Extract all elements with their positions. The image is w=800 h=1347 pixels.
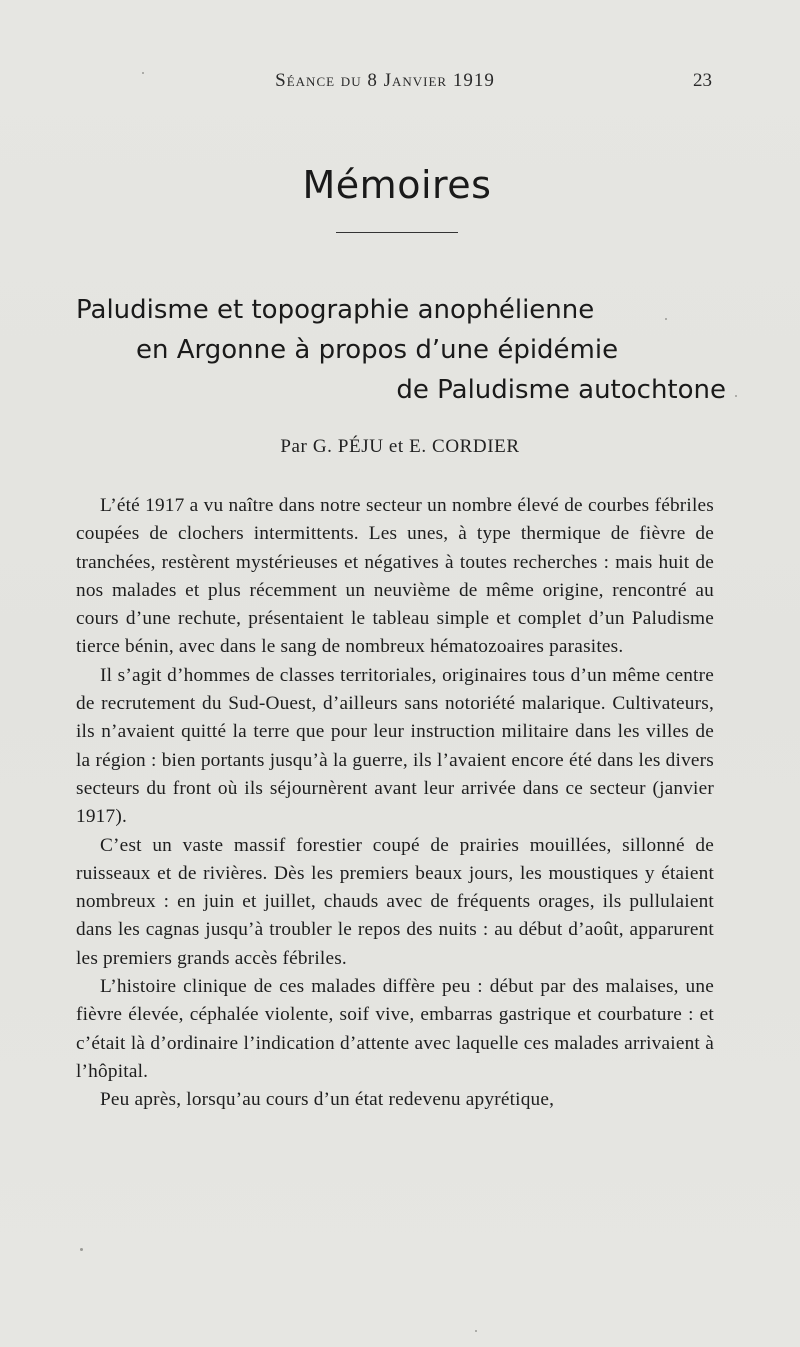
- section-title: Mémoires: [302, 163, 492, 207]
- running-header: [0, 70, 800, 100]
- paper-speck: [142, 72, 144, 74]
- paragraph-5: Peu après, lorsqu’au cours d’un état redevenu apyrétique,: [100, 1089, 555, 1111]
- article-title-line-1: Paludisme et topographie anophélienne: [76, 295, 595, 325]
- byline: Par G. PÉJU et E. CORDIER: [280, 436, 520, 457]
- article-title-line-2: en Argonne à propos d’une épidémie: [136, 335, 619, 365]
- paper-speck: [80, 1248, 83, 1251]
- article-title: [76, 290, 726, 410]
- paper-speck: [665, 318, 667, 320]
- paragraph-2: Il s’agit d’hommes de classes territoriales, originaires tous d’un même centre de recrutement du Sud-Ouest, d’ailleurs sans notoriété malarique. Cultivateurs, ils n’avaient quitté la terre que pour leur instruction militaire dans les villes de la région : bien portants jusqu’à la guerre, ils l’avaient encore été dans les divers secteurs du front où ils séjournèrent avant leur arrivée dans ce secteur (janvier 1917).: [76, 664, 714, 828]
- paragraph-4: L’histoire clinique de ces malades diffère peu : début par des malaises, une fièvre élevée, céphalée violente, soif vive, embarras gastrique et courbature : et c’était là d’ordinaire l’indication d’attente avec laquelle ces malades arrivaient à l’hôpital.: [76, 976, 714, 1082]
- paper-speck: [735, 395, 737, 397]
- paragraph-1: L’été 1917 a vu naître dans notre secteur un nombre élevé de courbes fébriles coupées de clochers intermittents. Les unes, à type thermique de fièvre de tranchées, restèrent mystérieuses et négatives à toutes recherches : mais huit de nos malades et plus récemment un neuvième de même origine, rencontré au cours d’une rechute, présentaient le tableau simple et complet d’un Paludisme tierce bénin, avec dans le sang de nombreux hématozoaires parasites.: [76, 495, 714, 658]
- title-rule: [336, 232, 458, 233]
- page-number: 23: [693, 70, 712, 91]
- running-title: Séance du 8 Janvier 1919: [275, 70, 495, 91]
- paper-speck: [475, 1330, 477, 1332]
- article-body: [76, 492, 714, 1115]
- paragraph-3: C’est un vaste massif forestier coupé de prairies mouillées, sillonné de ruisseaux et de rivières. Dès les premiers beaux jours, les moustiques y étaient nombreux : en juin et juillet, chauds avec de fréquents orages, ils pullulaient dans les cagnas jusqu’à troubler le repos des nuits : au début d’août, apparurent les premiers grands accès fébriles.: [76, 834, 714, 969]
- article-title-line-3: de Paludisme autochtone: [396, 375, 726, 405]
